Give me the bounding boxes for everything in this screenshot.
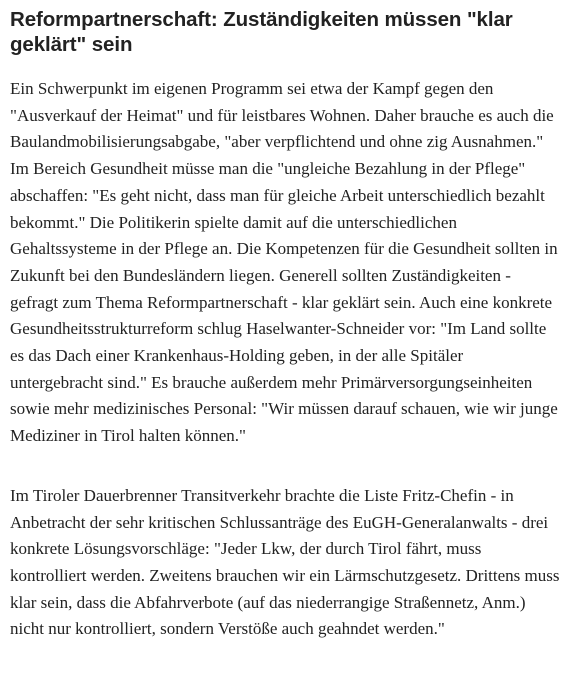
article-paragraph-1: Ein Schwerpunkt im eigenen Programm sei etwa der Kampf gegen den "Ausverkauf der Heimat" und für leistbares Wohnen. Daher brauche es auch die Baulandmobilisierungsabgabe, "aber verpflichtend und ohne zig Ausnahmen." Im Bereich Gesundheit müsse man die "ungleiche Bezahlung in der Pflege" abschaffen: "Es geht nicht, dass man für gleiche Arbeit unterschiedlich bezahlt bekommt." Die Politikerin spielte damit auf die unterschiedlichen Gehaltssysteme in der Pflege an. Die Kompetenzen für die Gesundheit sollten in Zukunft bei den Bundesländern liegen. Generell sollten Zuständigkeiten - gefragt zum Thema Reformpartnerschaft - klar geklärt sein. Auch eine konkrete Gesundheitsstrukturreform schlug Haselwanter-Schneider vor: "Im Land sollte es das Dach einer Krankenhaus-Holding geben, in der alle Spitäler untergebracht sind." Es brauche außerdem mehr Primärversorgungseinheiten sowie mehr medizinisches Personal: "Wir müssen darauf schauen, wie wir junge Mediziner in Tirol halten können." — [10, 79, 558, 446]
article-headline: Reformpartnerschaft: Zuständigkeiten müssen "klar geklärt" sein — [10, 8, 513, 56]
article-paragraph-2: Im Tiroler Dauerbrenner Transitverkehr brachte die Liste Fritz-Chefin - in Anbetracht der sehr kritischen Schlussanträge des EuGH-Generalanwalts - drei konkrete Lösungsvorschläge: "Jeder Lkw, der durch Tirol fährt, muss kontrolliert werden. Zweitens brauchen wir ein Lärmschutzgesetz. Drittens muss klar sein, dass die Abfahrverbote (auf das niederrangige Straßennetz, Anm.) nicht nur kontrolliert, sondern Verstöße auch geahndet werden." — [10, 485, 560, 639]
article — [10, 0, 560, 643]
